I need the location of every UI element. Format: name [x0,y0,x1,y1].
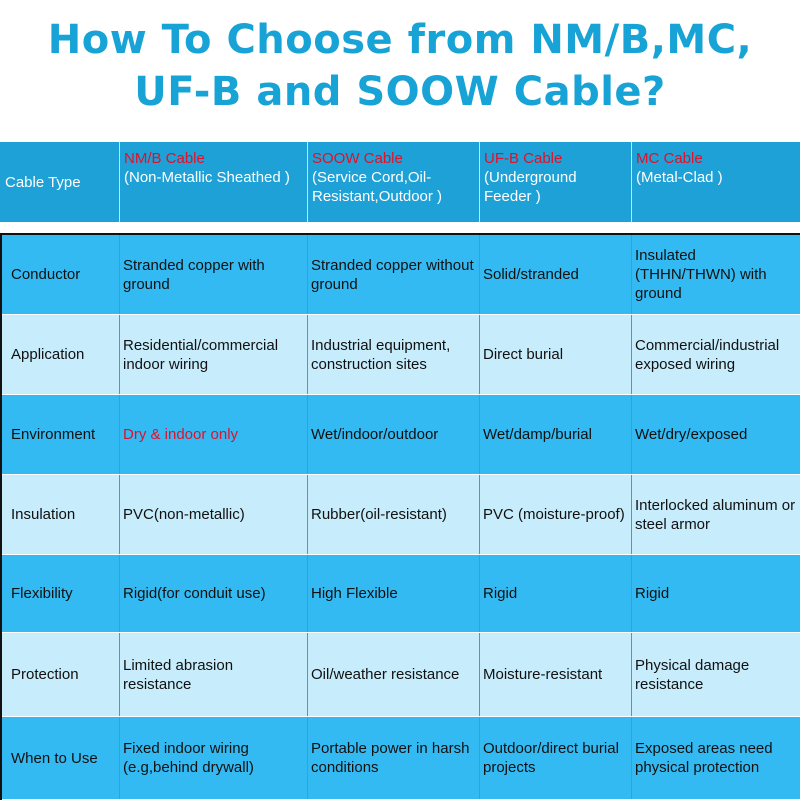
header-soow-name: SOOW Cable [312,150,403,167]
cell-text: Rigid [483,585,518,602]
table-row [2,717,800,800]
page-title [0,14,800,118]
cell-text: Oil/weather resistance [311,666,460,683]
header-soow [308,142,480,222]
cell-text: Physical damage resistance [635,656,750,693]
table-cell [632,633,800,716]
table-cell [120,315,308,394]
cell-text: Interlocked aluminum or steel armor [635,496,796,533]
table-cell [632,395,800,474]
row-label-cell [2,633,120,716]
cell-text: Commercial/industrial exposed wiring [635,336,780,373]
row-label-cell [2,555,120,632]
row-label-cell [2,235,120,314]
table-cell [308,633,480,716]
table-cell [480,315,632,394]
row-label: Environment [11,426,96,443]
table-cell [120,395,308,474]
header-mc [632,142,800,222]
table-cell [120,555,308,632]
header-nmb [120,142,308,222]
header-ufb [480,142,632,222]
table-row [2,315,800,395]
cell-text: Stranded copper without ground [311,256,474,293]
table-row [2,475,800,555]
row-label-cell [2,395,120,474]
row-label: Conductor [11,266,81,283]
header-mc-desc: (Metal-Clad ) [636,169,723,186]
cell-text: PVC(non-metallic) [123,506,245,523]
row-label: Flexibility [11,585,73,602]
cell-text: Rigid [635,585,670,602]
cell-text: High Flexible [311,585,398,602]
table-row [2,235,800,315]
table-cell [120,475,308,554]
table-cell [308,235,480,314]
cell-text: Outdoor/direct burial projects [483,740,619,776]
row-label: Insulation [11,506,76,523]
table-cell [480,633,632,716]
cell-text: Portable power in harsh conditions [311,740,470,776]
cell-text: PVC (moisture-proof) [483,506,625,523]
table-cell [120,717,308,799]
title-line-2: UF-B and SOOW Cable? [134,69,666,115]
row-label-cell [2,475,120,554]
table-cell [308,555,480,632]
row-label: Application [11,346,85,363]
comparison-table [0,233,800,800]
table-cell [632,555,800,632]
header-nmb-desc: (Non-Metallic Sheathed ) [124,169,290,186]
table-cell [480,235,632,314]
table-header [0,142,800,222]
table-cell [632,717,800,799]
header-mc-name: MC Cable [636,150,703,167]
cell-text: Insulated (THHN/THWN) with ground [635,247,767,302]
row-label: Protection [11,666,79,683]
table-cell [120,235,308,314]
header-label-cell [0,142,120,222]
cell-text: Exposed areas need physical protection [635,740,773,776]
table-cell [480,717,632,799]
cell-text: Rigid(for conduit use) [123,585,266,602]
title-line-1: How To Choose from NM/B,MC, [47,17,753,63]
table-cell [632,235,800,314]
cell-text: Limited abrasion resistance [123,656,234,693]
table-cell [308,315,480,394]
table-cell [480,395,632,474]
header-soow-desc: (Service Cord,Oil-Resistant,Outdoor ) [312,169,443,205]
table-cell [308,475,480,554]
cell-text: Solid/stranded [483,266,579,283]
table-cell [308,395,480,474]
header-ufb-name: UF-B Cable [484,150,563,167]
table-row [2,633,800,717]
row-label-cell [2,717,120,799]
cell-text: Fixed indoor wiring (e.g,behind drywall) [123,740,254,776]
table-cell [480,475,632,554]
cell-text: Direct burial [483,346,564,363]
cell-text: Rubber(oil-resistant) [311,506,447,523]
header-nmb-name: NM/B Cable [124,150,205,167]
table-cell [632,475,800,554]
cell-text: Stranded copper with ground [123,256,265,293]
table-cell [308,717,480,799]
cell-text: Wet/indoor/outdoor [311,426,439,443]
table-row [2,555,800,633]
cell-text: Dry & indoor only [123,426,239,443]
cell-text: Wet/damp/burial [483,426,592,443]
cell-text: Residential/commercial indoor wiring [123,336,279,373]
table-row [2,395,800,475]
header-ufb-desc: (Underground Feeder ) [484,169,577,205]
row-label-cell [2,315,120,394]
cell-text: Wet/dry/exposed [635,426,748,443]
table-cell [480,555,632,632]
cell-text: Moisture-resistant [483,666,603,683]
table-cell [120,633,308,716]
header-label: Cable Type [5,173,81,191]
cell-text: Industrial equipment, construction sites [311,336,451,373]
row-label: When to Use [11,749,98,767]
table-cell [632,315,800,394]
